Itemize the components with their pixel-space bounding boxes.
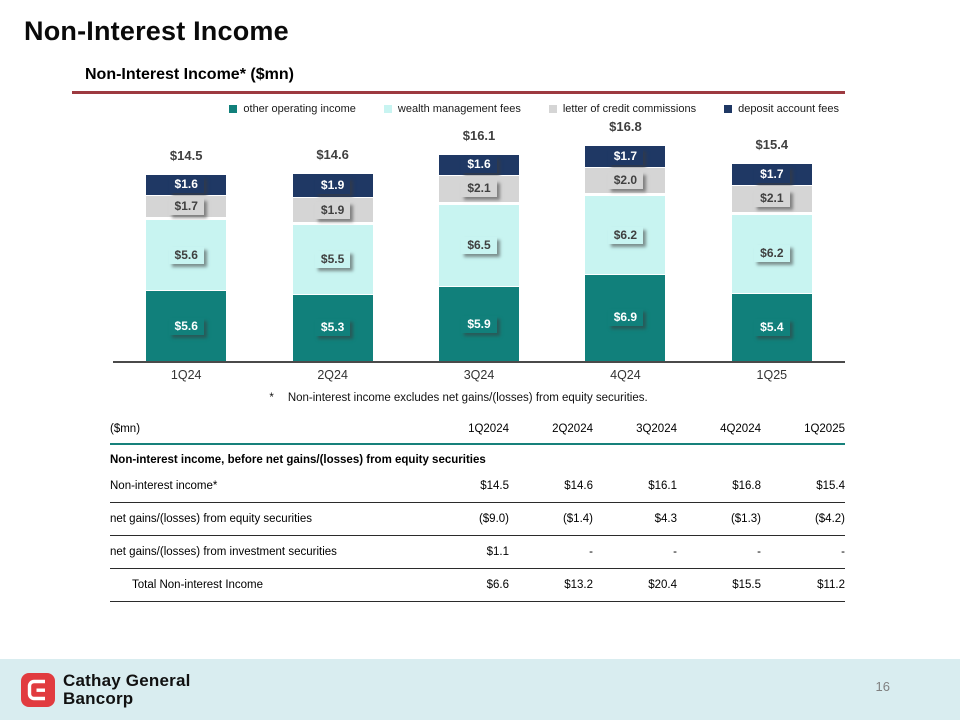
bar-segment-label: $5.5 (315, 251, 350, 268)
table-row (110, 569, 845, 602)
bar-segment (732, 215, 812, 293)
bar-segment (146, 220, 226, 290)
table-cell-value: ($4.2) (814, 513, 845, 525)
bar-column (259, 119, 405, 361)
bar-segment (293, 198, 373, 222)
x-axis-labels (113, 363, 845, 382)
table-header-row (110, 419, 845, 444)
bar-segment-label: $2.1 (754, 190, 789, 207)
x-axis-label: 1Q24 (170, 368, 202, 382)
bar-total-label: $16.8 (609, 119, 642, 134)
legend-label: letter of credit commissions (562, 103, 697, 115)
bar-stack (293, 173, 373, 362)
bar-segment (146, 291, 226, 361)
x-axis-label: 3Q24 (463, 368, 495, 382)
bar-segment-label: $1.9 (315, 202, 350, 219)
legend-item (384, 103, 521, 115)
table-cell-value: $20.4 (648, 579, 677, 591)
table-row (110, 503, 845, 536)
table-cell-value: - (841, 546, 845, 558)
bar-segment-label: $2.0 (608, 172, 643, 189)
bar-stack (439, 154, 519, 361)
bar-segment-label: $1.6 (169, 176, 204, 193)
table-cell-value: $13.2 (564, 579, 593, 591)
bar-segment-label: $5.6 (169, 247, 204, 264)
bar-total-label: $14.6 (316, 146, 349, 162)
footer-bar (0, 659, 960, 720)
bar-segment-label: $1.7 (608, 148, 643, 165)
table-column-header: 4Q2024 (720, 423, 761, 435)
company-name-line2: Bancorp (63, 689, 134, 708)
table-cell-value: $14.5 (480, 480, 509, 492)
x-axis-label: 2Q24 (317, 368, 348, 382)
table-cell-value: $1.1 (486, 546, 509, 558)
bar-segment-label: $1.7 (754, 166, 789, 183)
x-axis-label: 1Q25 (756, 368, 788, 382)
table-cell-value: ($1.4) (562, 513, 593, 525)
bar-segment-label: $6.2 (608, 227, 643, 244)
bar-segment (732, 164, 812, 185)
table-row (110, 536, 845, 569)
chart-footnote (72, 392, 845, 404)
legend-label: other operating income (243, 103, 356, 115)
table-cell-value: $15.4 (816, 480, 845, 492)
table-cell-value: $14.6 (564, 480, 593, 492)
table-cell-value: $6.6 (486, 579, 509, 591)
bar-total-label: $15.4 (755, 136, 789, 152)
table-row (110, 470, 845, 503)
bar-segment-label: $2.1 (461, 180, 496, 197)
non-interest-income-table (110, 419, 845, 602)
bar-segment (732, 294, 812, 362)
bar-segment (439, 205, 519, 286)
table-cell-value: ($1.3) (730, 513, 761, 525)
bar-segment (293, 174, 373, 198)
legend-label: deposit account fees (738, 103, 839, 115)
legend-swatch-icon (724, 105, 732, 113)
table-section-header: Non-interest income, before net gains/(losses) from equity securities (110, 454, 486, 466)
chart-title-rule (72, 91, 845, 94)
table-row-label: net gains/(losses) from equity securities (110, 513, 312, 525)
legend-item (549, 103, 696, 115)
bar-segment (146, 196, 226, 217)
table-column-header: 3Q2024 (636, 423, 677, 435)
bar-segment (439, 155, 519, 175)
bar-segment-label: $5.9 (461, 316, 496, 333)
bar-segment (585, 168, 665, 193)
bar-segment-label: $6.5 (461, 237, 496, 254)
table-column-header: 1Q2025 (804, 423, 845, 435)
bar-segment (585, 146, 665, 167)
x-axis-label: 4Q24 (610, 368, 641, 382)
table-cell-value: $4.3 (654, 513, 677, 525)
bar-segment (439, 176, 519, 202)
legend-label: wealth management fees (397, 103, 521, 115)
table-cell-value: - (673, 546, 677, 558)
bar-segment (732, 186, 812, 212)
legend-swatch-icon (229, 105, 237, 113)
bar-total-label: $16.1 (462, 127, 496, 143)
bar-segment-label: $1.7 (169, 198, 204, 215)
bar-stack (585, 145, 665, 361)
table-cell-value: - (757, 546, 761, 558)
table-column-header: 1Q2024 (468, 423, 509, 435)
chart-legend (72, 101, 845, 117)
cathay-logo-icon (20, 672, 56, 708)
bar-segment (146, 175, 226, 195)
page-title: Non-Interest Income (24, 16, 289, 46)
bar-column (699, 119, 845, 361)
legend-item (724, 103, 839, 115)
chart-title: Non-Interest Income* ($mn) (85, 66, 294, 83)
bar-stack (146, 174, 226, 361)
bar-segment-label: $6.9 (608, 309, 643, 326)
bar-total-label: $14.5 (169, 147, 203, 163)
bar-stack (732, 163, 812, 362)
legend-item (229, 103, 356, 115)
bar-segment (585, 196, 665, 274)
company-name (63, 672, 191, 708)
bar-segment-label: $1.6 (461, 156, 496, 173)
table-cell-value: $16.1 (648, 480, 677, 492)
table-row-label: net gains/(losses) from investment securities (110, 546, 337, 558)
table-cell-value: $15.5 (732, 579, 761, 591)
legend-swatch-icon (549, 105, 557, 113)
company-logo (20, 672, 191, 708)
footnote-marker: * (269, 392, 274, 404)
slide-content (72, 66, 845, 602)
bar-segment-label: $1.9 (315, 177, 350, 194)
bar-column (406, 119, 552, 361)
bar-segment-label: $5.6 (169, 318, 204, 335)
table-cell-value: $16.8 (732, 480, 761, 492)
bar-column (552, 119, 698, 361)
bar-segment (439, 287, 519, 361)
bar-segment-label: $5.3 (315, 319, 350, 336)
table-cell-value: - (589, 546, 593, 558)
company-name-line1: Cathay General (63, 671, 191, 690)
legend-swatch-icon (384, 105, 392, 113)
page-number: 16 (875, 679, 890, 694)
bar-column (113, 119, 259, 361)
bar-segment (293, 225, 373, 294)
table-column-header: 2Q2024 (552, 423, 593, 435)
table-cell-value: ($9.0) (478, 513, 509, 525)
bar-segment (585, 275, 665, 361)
footnote-text: Non-interest income excludes net gains/(losses) from equity securities. (287, 392, 648, 404)
stacked-bar-chart (113, 119, 845, 363)
table-unit-label: ($mn) (110, 423, 141, 435)
bar-segment-label: $6.2 (754, 245, 789, 262)
table-cell-value: $11.2 (817, 579, 845, 591)
bar-segment (293, 295, 373, 361)
table-row-label: Total Non-interest Income (132, 579, 264, 591)
bar-segment-label: $5.4 (754, 319, 789, 336)
table-row-label: Non-interest income* (110, 480, 218, 492)
table-section-row (110, 444, 845, 470)
